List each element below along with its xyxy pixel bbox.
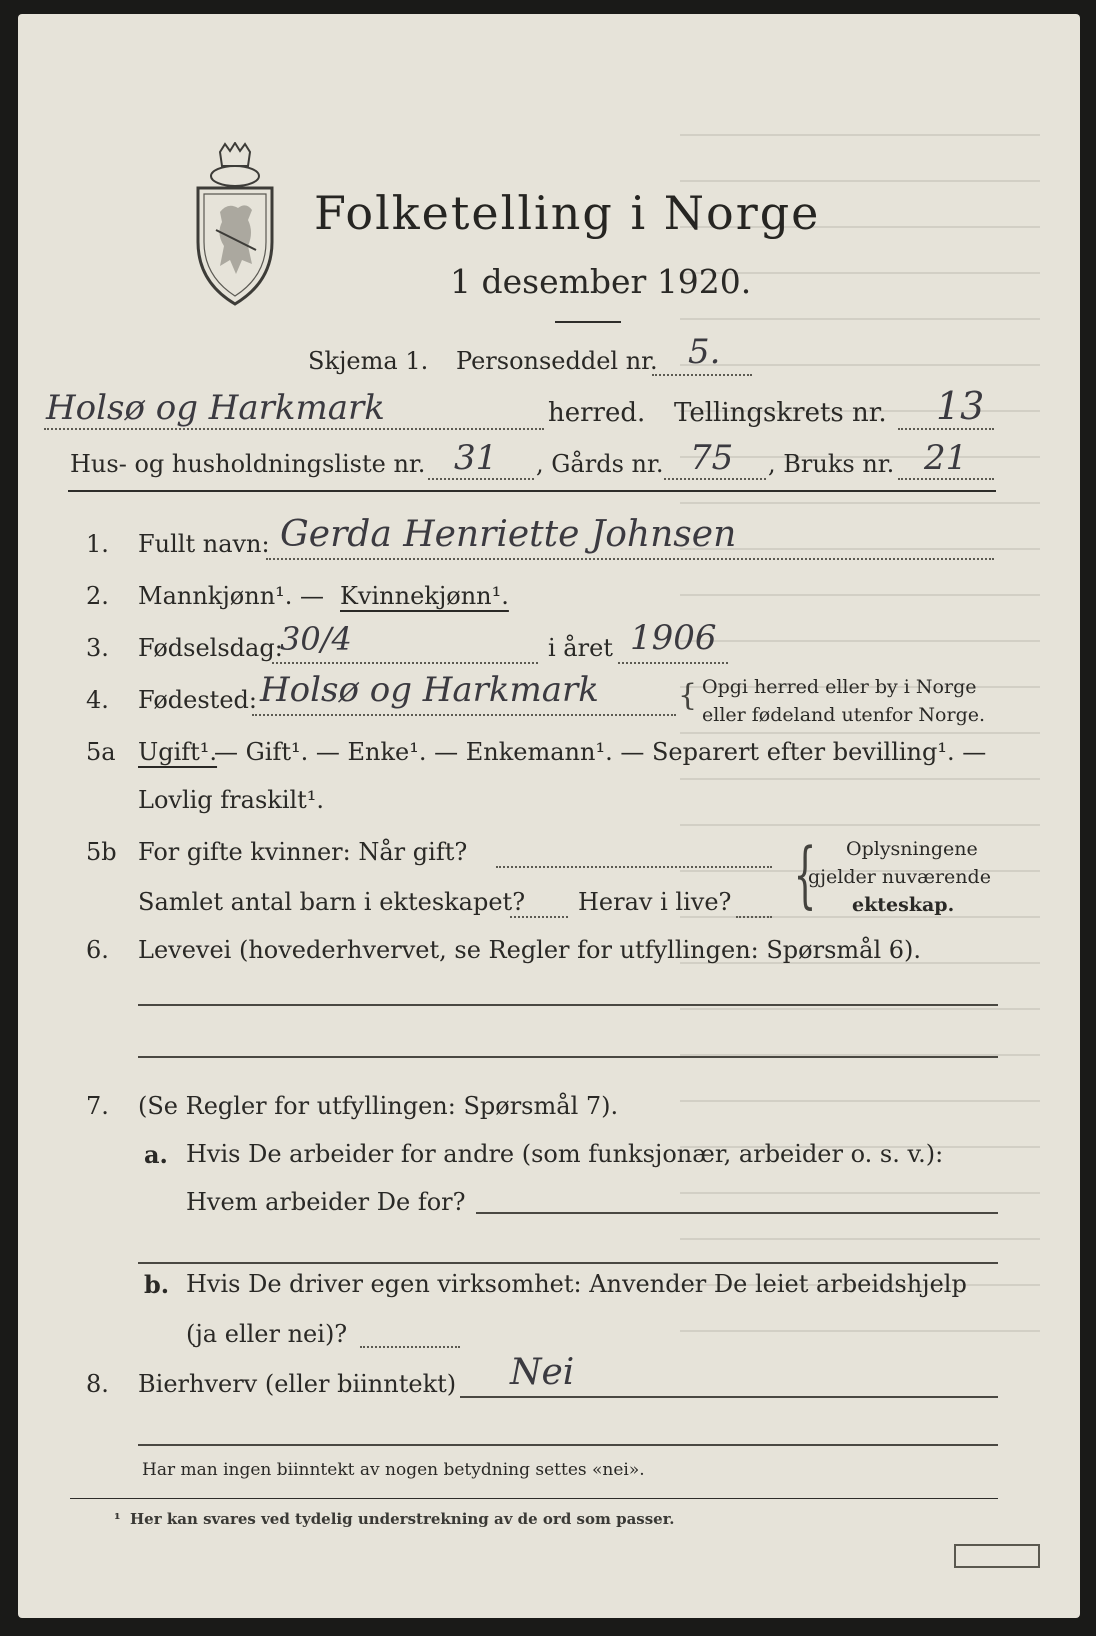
q4-note-2: eller fødeland utenfor Norge. bbox=[702, 704, 986, 726]
norwegian-lion-crest-icon bbox=[190, 142, 280, 307]
q5b-note-2: gjelder nuværende bbox=[808, 866, 991, 888]
q8-value: Nei bbox=[510, 1352, 575, 1393]
personseddel-label: Personseddel nr. bbox=[456, 347, 658, 375]
printer-stamp bbox=[954, 1544, 1040, 1568]
footer-note: Har man ingen biinntekt av nogen betydning settes «nei». bbox=[142, 1460, 645, 1480]
herred-label: herred. bbox=[548, 398, 646, 428]
q4-value: Holsø og Harkmark bbox=[260, 670, 599, 710]
herred-line bbox=[44, 428, 544, 430]
q7a-line-extra bbox=[138, 1262, 998, 1264]
q5b-brace: { bbox=[793, 832, 817, 916]
bruks-value: 21 bbox=[924, 438, 968, 478]
census-form bbox=[18, 14, 1080, 1618]
q7a-line2: Hvem arbeider De for? bbox=[186, 1188, 466, 1216]
q3-year-line bbox=[618, 662, 728, 664]
personseddel-line bbox=[652, 374, 752, 376]
q4-label: Fødested: bbox=[138, 686, 257, 714]
q7-label: (Se Regler for utfyllingen: Spørsmål 7). bbox=[138, 1092, 619, 1120]
q5b-note-1: Oplysningene bbox=[846, 838, 978, 860]
q5a-ugift: Ugift¹. bbox=[138, 738, 218, 766]
q5b-barn-label: Samlet antal barn i ekteskapet? bbox=[138, 888, 526, 916]
q8-number: 8. bbox=[86, 1370, 109, 1398]
bruks-label: , Bruks nr. bbox=[768, 450, 895, 478]
q1-label: Fullt navn: bbox=[138, 530, 270, 558]
tellingskrets-line bbox=[898, 428, 994, 430]
q7b-label: Hvis De driver egen virksomhet: Anvender De leiet arbeidshjelp bbox=[186, 1270, 967, 1298]
footnote-text: Her kan svares ved tydelig understrekning av de ord som passer. bbox=[130, 1510, 675, 1528]
herred-value: Holsø og Harkmark bbox=[46, 388, 385, 428]
personseddel-value: 5. bbox=[688, 332, 721, 372]
title-divider bbox=[555, 321, 621, 323]
q5a-line2: Lovlig fraskilt¹. bbox=[138, 786, 325, 814]
q6-label: Levevei (hovederhvervet, se Regler for utfyllingen: Spørsmål 6). bbox=[138, 936, 922, 964]
q4-line bbox=[252, 714, 676, 716]
bruks-line bbox=[898, 478, 994, 480]
q3-line bbox=[272, 662, 538, 664]
q7a-line bbox=[476, 1212, 998, 1214]
q7a-number: a. bbox=[144, 1140, 168, 1169]
form-title: Folketelling i Norge bbox=[314, 186, 821, 240]
hus-value: 31 bbox=[454, 438, 498, 478]
q7a-label: Hvis De arbeider for andre (som funksjonær, arbeider o. s. v.): bbox=[186, 1140, 944, 1168]
hus-label: Hus- og husholdningsliste nr. bbox=[70, 450, 426, 478]
gards-line bbox=[664, 478, 766, 480]
gards-label: , Gårds nr. bbox=[536, 450, 664, 478]
q5b-label: For gifte kvinner: Når gift? bbox=[138, 838, 468, 866]
q5a-number: 5a bbox=[86, 738, 116, 766]
bleed-through bbox=[680, 134, 1040, 1454]
q5b-barn-line bbox=[510, 916, 568, 918]
q3-value: 30/4 bbox=[280, 620, 352, 658]
q7b-line2: (ja eller nei)? bbox=[186, 1320, 348, 1348]
q5b-number: 5b bbox=[86, 838, 117, 866]
q2-male: Mannkjønn¹. — bbox=[138, 582, 325, 610]
q6-line-2 bbox=[138, 1056, 998, 1058]
q7b-number: b. bbox=[144, 1270, 170, 1299]
footnote-rule bbox=[70, 1498, 998, 1499]
q4-note-1: Opgi herred eller by i Norge bbox=[702, 676, 977, 698]
q5b-live-label: Herav i live? bbox=[578, 888, 732, 916]
q6-number: 6. bbox=[86, 936, 109, 964]
q8-label: Bierhverv (eller biinntekt) bbox=[138, 1370, 457, 1398]
q8-line-2 bbox=[138, 1444, 998, 1446]
schema-label: Skjema 1. bbox=[308, 347, 429, 375]
q4-number: 4. bbox=[86, 686, 109, 714]
q4-brace: { bbox=[678, 678, 698, 713]
q2-female: Kvinnekjønn¹. bbox=[340, 582, 509, 610]
gards-value: 75 bbox=[690, 438, 734, 478]
q6-line-1 bbox=[138, 1004, 998, 1006]
hus-line bbox=[428, 478, 534, 480]
q3-year-label: i året bbox=[548, 634, 613, 662]
q1-value: Gerda Henriette Johnsen bbox=[280, 514, 737, 555]
header-rule bbox=[68, 490, 996, 492]
q7-number: 7. bbox=[86, 1092, 109, 1120]
q5a-options: — Gift¹. — Enke¹. — Enkemann¹. — Separert efter bevilling¹. — bbox=[214, 738, 987, 766]
q8-line bbox=[460, 1396, 998, 1398]
q3-label: Fødselsdag: bbox=[138, 634, 283, 662]
q1-line bbox=[266, 558, 994, 560]
q5b-live-line bbox=[736, 916, 772, 918]
census-date: 1 desember 1920. bbox=[450, 262, 752, 301]
q3-number: 3. bbox=[86, 634, 109, 662]
q5b-married-line bbox=[496, 866, 772, 868]
q1-number: 1. bbox=[86, 530, 109, 558]
q3-year-value: 1906 bbox=[630, 618, 717, 658]
q5b-note-3: ekteskap. bbox=[852, 894, 955, 916]
tellingskrets-label: Tellingskrets nr. bbox=[674, 398, 887, 428]
footnote-mark: ¹ bbox=[114, 1510, 121, 1528]
q2-number: 2. bbox=[86, 582, 109, 610]
tellingskrets-value: 13 bbox=[936, 384, 985, 428]
q7b-line bbox=[360, 1346, 460, 1348]
